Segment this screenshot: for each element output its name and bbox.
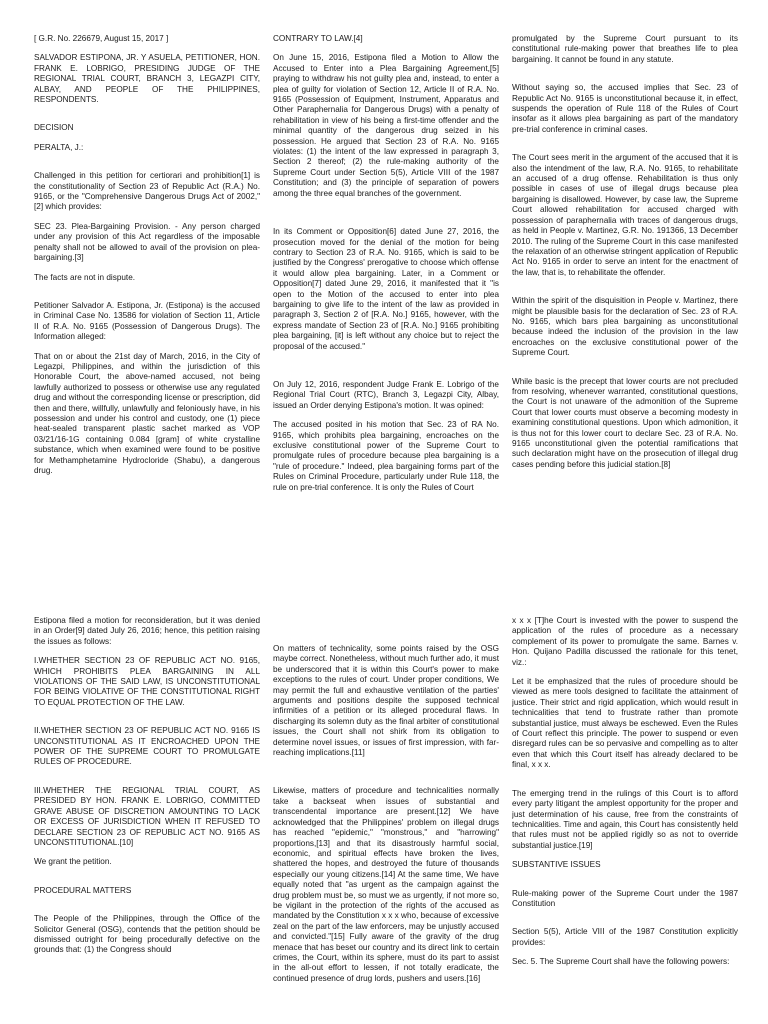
paragraph: On July 12, 2016, respondent Judge Frank E. Lobrigo of the Regional Trial Court (RTC), Branch 3, Legazpi City, Albay, issued an Order denying Estipona's motion. It was opined: <box>273 379 499 410</box>
case-number: [ G.R. No. 226679, August 15, 2017 ] <box>34 34 169 43</box>
order-quote: Without saying so, the accused implies that Sec. 23 of Republic Act No. 9165 is unconstitutional because it, in effect, suspends the operation of Rule 118 of the Rules of Court insofar as it allows plea bargaining as part of the mandatory pre-trial conference in criminal cases. <box>512 83 738 134</box>
column-1-bottom <box>34 616 260 1024</box>
order-quote: Within the spirit of the disquisition in People v. Martinez, there might be plausible basis for the declaration of Sec. 23 of R.A. No. 9165, which bars plea bargaining as unconstitutional because indeed the inclusion of the provision in the law encroaches on the exclusive constitutional power of the Supreme Court. <box>512 296 738 358</box>
section-heading: PROCEDURAL MATTERS <box>34 885 132 895</box>
column-3-top <box>512 34 738 516</box>
column-3-bottom <box>512 616 738 1024</box>
paragraph: Estipona filed a motion for reconsideration, but it was denied in an Order[9] dated July 26, 2016; hence, this petition raising the issues as follows: <box>34 616 260 646</box>
paragraph: Likewise, matters of procedure and technicalities normally take a backseat when issues of substantial and transcendental importance are present.[12] We have acknowledged that the Philippines' problem on illegal drugs has reached "epidemic," "monstrous," and "harrowing" proportions,[13] and that its disastrously harmful social, economic, and spiritual effects have broken the lives, shattered the hopes, and destroyed the future of thousands especially our young citizens.[14] At the same time, We have equally noted that "as urgent as the campaign against the drug problem must be, so must we as urgently, if not more so, be vigilant in the protection of the rights of the accused as mandated by the Constitution x x x who, because of excessive zeal on the part of the law enforcers, may be unjustly accused and convicted."[15] Fully aware of the gravity of the drug menace that has beset our country and its direct link to certain crimes, the Court, within its sphere, must do its part to assist in the all-out effort to lessen, if not totally eradicate, the continued presence of drug lords, pushers and users.[16] <box>273 786 499 983</box>
order-quote: While basic is the precept that lower courts are not precluded from resolving, whenever warranted, constitutional questions, the Court is not unaware of the admonition of the Supreme Court that lower courts must observe a becoming modesty in examining constitutional questions. Upon which admonition, it is thus not for this lower court to declare Sec. 23 of R.A. No. 9165 unconstitutional given the potential ramifications that such declaration might have on the prosecution of illegal drug cases pending before this judicial station.[8] <box>512 376 738 469</box>
paragraph: The facts are not in dispute. <box>34 272 136 282</box>
order-quote: The Court sees merit in the argument of the accused that it is also the intendment of the law, R.A. No. 9165, to rehabilitate an accused of a drug offense. Rehabilitation is thus only possible in cases of use of illegal drugs because plea bargaining is disallowed. However, by case law, the Supreme Court allowed rehabilitation for accused charged with possession of paraphernalia with traces of dangerous drugs, as held in People v. Martinez, G.R. No. 191366, 13 December 2010. The ruling of the Supreme Court in this case manifested the relaxation of an otherwise stringent application of Republic Act No. 9165 in order to serve an intent for the enactment of the law, that is, to rehabilitate the offender. <box>512 153 738 277</box>
paragraph: On June 15, 2016, Estipona filed a Motion to Allow the Accused to Enter into a Plea Bargaining Agreement,[5] praying to withdraw his not guilty plea and, instead, to enter a plea of guilty for violation of Section 12, Article II of R.A. No. 9165 (Possession of Equipment, Instrument, Apparatus and Other Paraphernalia for Dangerous Drugs) with a penalty of rehabilitation in view of his being a first-time offender and the minimal quantity of the dangerous drug seized in his possession. He argued that Section 23 of R.A. No. 9165 violates: (1) the intent of the law expressed in paragraph 3, Section 2 thereof; (2) the rule-making authority of the Supreme Court under Section 5(5), Article VIII of the 1987 Constitution; and (3) the principle of separation of powers among the three equal branches of the government. <box>273 53 499 198</box>
paragraph: The People of the Philippines, through the Office of the Solicitor General (OSG), contends that the petition should be dismissed outright for being procedurally defective on the grounds that: (1) the Congress should <box>34 914 260 955</box>
column-1-top <box>34 34 260 516</box>
constitution-quote: Sec. 5. The Supreme Court shall have the following powers: <box>512 957 730 967</box>
paragraph: Challenged in this petition for certiorari and prohibition[1] is the constitutionality of Section 23 of Republic Act (R.A.) No. 9165, or the "Comprehensive Dangerous Drugs Act of 2002,"[2] which provides: <box>34 171 260 212</box>
paragraph: CONTRARY TO LAW.[4] <box>273 34 363 43</box>
issue-1: I.WHETHER SECTION 23 OF REPUBLIC ACT NO. 9165, WHICH PROHIBITS PLEA BARGAINING IN ALL VIOLATIONS OF THE SAID LAW, IS UNCONSTITUTIONAL FOR BEING VIOLATIVE OF THE CONSTITUTIONAL RIGHT TO EQUAL PROTECTION OF THE LAW. <box>34 656 260 707</box>
section-heading: SUBSTANTIVE ISSUES <box>512 860 601 870</box>
issue-2: II.WHETHER SECTION 23 OF REPUBLIC ACT NO. 9165 IS UNCONSTITUTIONAL AS IT ENCROACHED UPON THE POWER OF THE SUPREME COURT TO PROMULGATE RULES OF PROCEDURE. <box>34 726 260 767</box>
column-2-top <box>273 34 499 516</box>
paragraph: Petitioner Salvador A. Estipona, Jr. (Estipona) is the accused in Criminal Case No. 13586 for violation of Section 11, Article II of R.A. No. 9165 (Possession of Dangerous Drugs). The Information alleged: <box>34 300 260 342</box>
paragraph: On matters of technicality, some points raised by the OSG maybe correct. Nonetheless, without much further ado, it must be underscored that it is within this Court's power to make exceptions to the rules of court. Under proper conditions, We may permit the full and exhaustive ventilation of the parties' arguments and positions despite the supposed technical infirmities of a petition or its alleged procedural flaws. In discharging its solemn duty as the final arbiter of constitutional issues, the Court shall not shirk from its obligation to determine novel issues, or issues of first impression, with far-reaching implications.[11] <box>273 644 499 758</box>
order-quote: promulgated by the Supreme Court pursuant to its constitutional rule-making power that breathes life to plea bargaining. It cannot be found in any statute. <box>512 34 738 64</box>
quoted-passage: x x x [T]he Court is invested with the power to suspend the application of the rules of procedure as a necessary complement of its power to promulgate the same. Barnes v. Hon. Quijano Padilla discussed the rationale for this tenet, viz.: <box>512 616 738 667</box>
order-quote: The accused posited in his motion that Sec. 23 of RA No. 9165, which prohibits plea bargaining, encroaches on the exclusive constitutional power of the Supreme Court to promulgate rules of procedure because plea bargaining is a "rule of procedure." Indeed, plea bargaining forms part of the Rules on Criminal Procedure, particularly under Rule 118, the rule on pre-trial conference. It is only the Rules of Court <box>273 420 499 492</box>
quoted-provision: SEC 23. Plea-Bargaining Provision. - Any person charged under any provision of this Act regardless of the imposable penalty shall not be allowed to avail of the provision on plea-bargaining.[3] <box>34 221 260 263</box>
quoted-passage: Let it be emphasized that the rules of procedure should be viewed as mere tools designed to facilitate the attainment of justice. Their strict and rigid application, which would result in technicalities that tend to frustrate rather than promote substantial justice, must always be eschewed. Even the Rules of Court reflect this principle. The power to suspend or even disregard rules can be so pervasive and compelling as to alter even that which this Court itself has already declared to be final, x x x. <box>512 677 738 770</box>
paragraph: We grant the petition. <box>34 857 112 867</box>
subsection-heading: Rule-making power of the Supreme Court under the 1987 Constitution <box>512 888 738 908</box>
ponente: PERALTA, J.: <box>34 142 84 152</box>
information-quote: That on or about the 21st day of March, 2016, in the City of Legazpi, Philippines, and within the jurisdiction of this Honorable Court, the above-named accused, not being lawfully authorized to possess or otherwise use any regulated drug and without the corresponding license or prescription, did then and there, willfully, unlawfully and feloniously have, in his possession and under his control and custody, one (1) piece heat-sealed transparent plastic sachet marked as VOP 03/21/16-1G containing 0.084 [gram] of white crystalline substance, which when examined were found to be positive for Methamphetamine Hydrocloride (Shabu), a dangerous drug. <box>34 351 260 475</box>
case-parties: SALVADOR ESTIPONA, JR. Y ASUELA, PETITIONER, HON. FRANK E. LOBRIGO, PRESIDING JUDGE OF THE REGIONAL TRIAL COURT, BRANCH 3, LEGAZPI CITY, ALBAY, AND PEOPLE OF THE PHILIPPINES, RESPONDENTS. <box>34 53 260 105</box>
decision-heading: DECISION <box>34 123 74 133</box>
issue-3: III.WHETHER THE REGIONAL TRIAL COURT, AS PRESIDED BY HON. FRANK E. LOBRIGO, COMMITTED GRAVE ABUSE OF DISCRETION AMOUNTING TO LACK OR EXCESS OF JURISDICTION WHEN IT REFUSED TO DECLARE SECTION 23 OF REPUBLIC ACT NO. 9165 AS UNCONSTITUTIONAL.[10] <box>34 785 260 847</box>
paragraph: The emerging trend in the rulings of this Court is to afford every party litigant the amplest opportunity for the proper and just determination of his cause, free from the constraints of technicalities. Time and again, this Court has consistently held that rules must not be applied rigidly so as not to override substantial justice.[19] <box>512 788 738 850</box>
paragraph: Section 5(5), Article VIII of the 1987 Constitution explicitly provides: <box>512 927 738 947</box>
paragraph: In its Comment or Opposition[6] dated June 27, 2016, the prosecution moved for the denial of the motion for being contrary to Section 23 of R.A. No. 9165, which is said to be justified by the Congress' prerogative to choose which offense it would allow plea bargaining. Later, in a Comment or Opposition[7] dated June 29, 2016, it manifested that it "is open to the Motion of the accused to enter into plea bargaining to give life to the intent of the law as provided in paragraph 3, Section 2 of [R.A. No.] 9165, however, with the express mandate of Section 23 of [R.A. No.] 9165 prohibiting plea bargaining, [it] is left without any choice but to reject the proposal of the accused." <box>273 227 499 351</box>
column-2-bottom <box>273 616 499 1024</box>
